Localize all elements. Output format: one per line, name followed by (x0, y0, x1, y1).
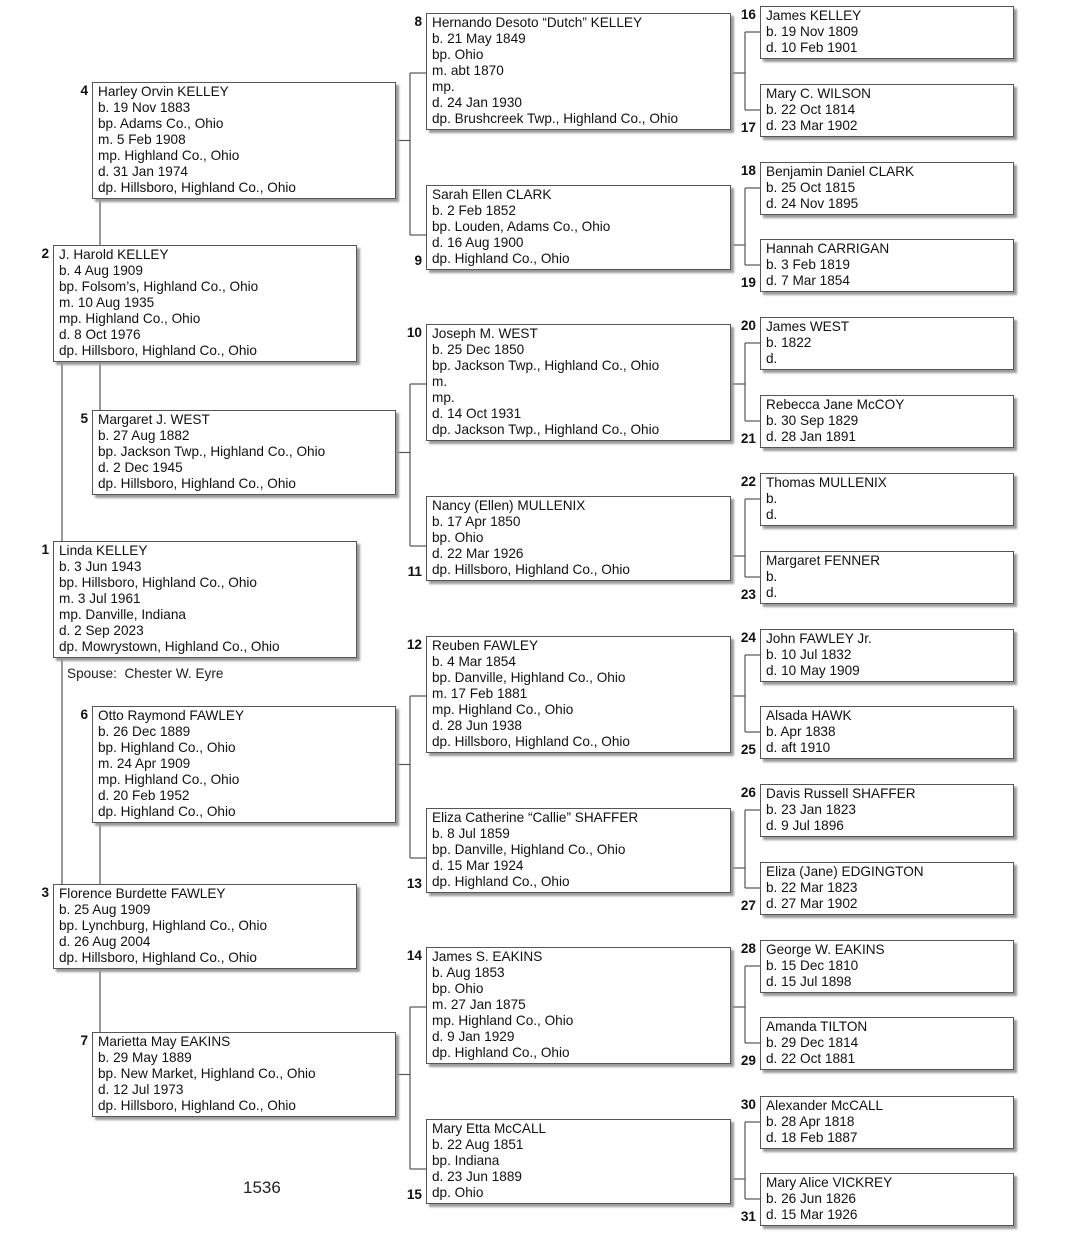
person-name: Rebecca Jane McCOY (766, 397, 905, 412)
person-box-6 (92, 706, 396, 823)
person-number-16: 16 (740, 7, 756, 22)
person-number-26: 26 (740, 785, 756, 800)
person-detail: b. Apr 1838 (766, 724, 836, 739)
person-detail: b. 29 May 1889 (98, 1050, 192, 1065)
person-box-3 (53, 884, 357, 969)
person-detail: bp. Adams Co., Ohio (98, 116, 224, 131)
person-number-23: 23 (740, 587, 756, 602)
person-number-9: 9 (414, 253, 422, 268)
person-name: Otto Raymond FAWLEY (98, 708, 245, 723)
spouse-name: Chester W. Eyre (124, 666, 224, 681)
person-detail: dp. Ohio (432, 1185, 484, 1200)
person-number-18: 18 (740, 163, 756, 178)
person-detail: d. 14 Oct 1931 (432, 406, 522, 421)
person-detail: b. (766, 569, 778, 584)
person-detail: dp. Highland Co., Ohio (432, 251, 570, 266)
person-detail: mp. Highland Co., Ohio (432, 702, 574, 717)
person-box-2 (53, 245, 357, 362)
person-detail: b. 30 Sep 1829 (766, 413, 859, 428)
person-detail: b. 29 Dec 1814 (766, 1035, 859, 1050)
person-box-9 (426, 185, 731, 270)
person-detail: m. 5 Feb 1908 (98, 132, 186, 147)
person-detail: mp. Highland Co., Ohio (432, 1013, 574, 1028)
person-detail: m. 27 Jan 1875 (432, 997, 526, 1012)
person-box-20 (760, 317, 1014, 370)
person-name: Mary C. WILSON (766, 86, 871, 101)
person-name: Marietta May EAKINS (98, 1034, 231, 1049)
person-box-11 (426, 496, 731, 581)
person-detail: bp. Louden, Adams Co., Ohio (432, 219, 611, 234)
person-detail: d. 22 Oct 1881 (766, 1051, 856, 1066)
person-detail: bp. Ohio (432, 530, 484, 545)
person-detail: d. 15 Mar 1924 (432, 858, 524, 873)
person-number-27: 27 (740, 898, 756, 913)
person-box-19 (760, 239, 1014, 292)
person-detail: d. 8 Oct 1976 (59, 327, 141, 342)
person-detail: b. Aug 1853 (432, 965, 505, 980)
person-detail: d. 15 Jul 1898 (766, 974, 852, 989)
person-detail: bp. Ohio (432, 47, 484, 62)
person-detail: b. 25 Oct 1815 (766, 180, 856, 195)
person-detail: b. 4 Aug 1909 (59, 263, 143, 278)
person-name: Mary Etta McCALL (432, 1121, 547, 1136)
person-detail: d. 23 Jun 1889 (432, 1169, 522, 1184)
person-box-8 (426, 13, 731, 130)
person-name: Davis Russell SHAFFER (766, 786, 916, 801)
person-box-10 (426, 324, 731, 441)
person-detail: d. 15 Mar 1926 (766, 1207, 858, 1222)
person-detail: bp. Danville, Highland Co., Ohio (432, 842, 626, 857)
person-detail: b. 22 Mar 1823 (766, 880, 858, 895)
person-detail: d. 28 Jan 1891 (766, 429, 856, 444)
person-detail: b. 26 Jun 1826 (766, 1191, 856, 1206)
person-number-21: 21 (740, 431, 756, 446)
person-detail: dp. Brushcreek Twp., Highland Co., Ohio (432, 111, 679, 126)
person-detail: bp. Jackson Twp., Highland Co., Ohio (432, 358, 660, 373)
person-name: Benjamin Daniel CLARK (766, 164, 915, 179)
person-detail: mp. Highland Co., Ohio (59, 311, 201, 326)
person-detail: b. 21 May 1849 (432, 31, 526, 46)
person-detail: bp. Indiana (432, 1153, 500, 1168)
person-number-3: 3 (41, 885, 49, 900)
person-number-1: 1 (41, 542, 49, 557)
person-detail: b. 8 Jul 1859 (432, 826, 510, 841)
person-detail: bp. Jackson Twp., Highland Co., Ohio (98, 444, 326, 459)
person-number-8: 8 (414, 14, 422, 29)
person-detail: dp. Hillsboro, Highland Co., Ohio (98, 1098, 296, 1113)
person-detail: d. 22 Mar 1926 (432, 546, 524, 561)
person-detail: dp. Highland Co., Ohio (98, 804, 236, 819)
person-detail: dp. Hillsboro, Highland Co., Ohio (59, 950, 257, 965)
spouse-line (67, 666, 223, 681)
person-number-30: 30 (740, 1097, 756, 1112)
person-name: Margaret J. WEST (98, 412, 210, 427)
person-detail: b. 10 Jul 1832 (766, 647, 852, 662)
person-box-23 (760, 551, 1014, 604)
person-box-18 (760, 162, 1014, 215)
person-box-17 (760, 84, 1014, 137)
person-number-14: 14 (406, 948, 422, 963)
person-detail: b. 17 Apr 1850 (432, 514, 521, 529)
person-number-13: 13 (406, 876, 422, 891)
person-number-17: 17 (740, 120, 756, 135)
person-detail: d. 2 Sep 2023 (59, 623, 144, 638)
person-detail: d. 24 Jan 1930 (432, 95, 522, 110)
person-name: Nancy (Ellen) MULLENIX (432, 498, 586, 513)
person-number-7: 7 (80, 1033, 88, 1048)
person-box-1 (53, 541, 357, 658)
person-detail: bp. Danville, Highland Co., Ohio (432, 670, 626, 685)
person-name: Eliza (Jane) EDGINGTON (766, 864, 924, 879)
person-number-15: 15 (406, 1187, 422, 1202)
person-detail: bp. Folsom’s, Highland Co., Ohio (59, 279, 259, 294)
person-detail: d. 31 Jan 1974 (98, 164, 188, 179)
person-detail: b. 23 Jan 1823 (766, 802, 856, 817)
person-detail: dp. Hillsboro, Highland Co., Ohio (432, 562, 630, 577)
person-name: J. Harold KELLEY (59, 247, 169, 262)
person-box-13 (426, 808, 731, 893)
person-number-19: 19 (740, 275, 756, 290)
person-number-24: 24 (740, 630, 756, 645)
person-box-27 (760, 862, 1014, 915)
person-detail: dp. Hillsboro, Highland Co., Ohio (432, 734, 630, 749)
person-detail: d. 9 Jul 1896 (766, 818, 844, 833)
person-detail: d. 16 Aug 1900 (432, 235, 524, 250)
person-detail: dp. Hillsboro, Highland Co., Ohio (98, 476, 296, 491)
person-detail: dp. Mowrystown, Highland Co., Ohio (59, 639, 280, 654)
person-box-31 (760, 1173, 1014, 1226)
person-detail: d. 2 Dec 1945 (98, 460, 183, 475)
person-name: Harley Orvin KELLEY (98, 84, 229, 99)
person-number-4: 4 (80, 83, 88, 98)
person-box-25 (760, 706, 1014, 759)
person-box-30 (760, 1096, 1014, 1149)
person-name: Hernando Desoto “Dutch” KELLEY (432, 15, 643, 30)
person-detail: b. 4 Mar 1854 (432, 654, 516, 669)
person-detail: d. 12 Jul 1973 (98, 1082, 184, 1097)
person-number-25: 25 (740, 742, 756, 757)
person-box-22 (760, 473, 1014, 526)
person-detail: d. 23 Mar 1902 (766, 118, 858, 133)
person-box-16 (760, 6, 1014, 59)
person-name: Sarah Ellen CLARK (432, 187, 552, 202)
person-detail: d. 10 May 1909 (766, 663, 860, 678)
person-name: Alsada HAWK (766, 708, 852, 723)
person-detail: mp. Highland Co., Ohio (98, 772, 240, 787)
person-box-21 (760, 395, 1014, 448)
person-name: Reuben FAWLEY (432, 638, 539, 653)
person-detail: d. 24 Nov 1895 (766, 196, 859, 211)
person-detail: d. 7 Mar 1854 (766, 273, 850, 288)
person-detail: b. 3 Jun 1943 (59, 559, 142, 574)
person-detail: mp. Danville, Indiana (59, 607, 186, 622)
person-box-24 (760, 629, 1014, 682)
person-detail: d. 26 Aug 2004 (59, 934, 151, 949)
person-box-26 (760, 784, 1014, 837)
person-name: Amanda TILTON (766, 1019, 868, 1034)
person-detail: b. 27 Aug 1882 (98, 428, 190, 443)
person-detail: b. 28 Apr 1818 (766, 1114, 855, 1129)
person-detail: bp. Highland Co., Ohio (98, 740, 236, 755)
person-detail: dp. Hillsboro, Highland Co., Ohio (59, 343, 257, 358)
person-box-28 (760, 940, 1014, 993)
person-name: Mary Alice VICKREY (766, 1175, 893, 1190)
person-detail: b. 26 Dec 1889 (98, 724, 191, 739)
person-name: Alexander McCALL (766, 1098, 884, 1113)
person-box-12 (426, 636, 731, 753)
person-name: James KELLEY (766, 8, 862, 23)
person-number-28: 28 (740, 941, 756, 956)
person-detail: d. 18 Feb 1887 (766, 1130, 858, 1145)
person-detail: d. (766, 351, 778, 366)
person-detail: d. 10 Feb 1901 (766, 40, 858, 55)
spouse-label: Spouse: (67, 666, 117, 681)
person-detail: mp. Highland Co., Ohio (98, 148, 240, 163)
person-number-31: 31 (740, 1209, 756, 1224)
person-detail: d. (766, 507, 778, 522)
page-number: 1536 (243, 1178, 281, 1197)
person-box-5 (92, 410, 396, 495)
person-detail: m. 24 Apr 1909 (98, 756, 191, 771)
person-detail: m. (432, 374, 448, 389)
person-detail: b. 15 Dec 1810 (766, 958, 859, 973)
person-number-2: 2 (41, 246, 49, 261)
person-name: Linda KELLEY (59, 543, 148, 558)
person-detail: d. 28 Jun 1938 (432, 718, 522, 733)
person-detail: bp. Ohio (432, 981, 484, 996)
person-box-14 (426, 947, 731, 1064)
person-number-20: 20 (740, 318, 756, 333)
person-number-10: 10 (406, 325, 422, 340)
person-detail: b. 3 Feb 1819 (766, 257, 850, 272)
person-number-12: 12 (406, 637, 422, 652)
person-name: Hannah CARRIGAN (766, 241, 890, 256)
person-detail: d. 9 Jan 1929 (432, 1029, 515, 1044)
person-name: James S. EAKINS (432, 949, 543, 964)
person-detail: mp. (432, 390, 455, 405)
person-box-4 (92, 82, 396, 199)
person-name: John FAWLEY Jr. (766, 631, 872, 646)
person-number-11: 11 (407, 564, 422, 579)
person-detail: b. (766, 491, 778, 506)
person-box-7 (92, 1032, 396, 1117)
person-name: George W. EAKINS (766, 942, 885, 957)
person-detail: b. 22 Oct 1814 (766, 102, 856, 117)
person-detail: b. 19 Nov 1883 (98, 100, 191, 115)
person-detail: dp. Hillsboro, Highland Co., Ohio (98, 180, 296, 195)
person-detail: mp. (432, 79, 455, 94)
person-detail: dp. Highland Co., Ohio (432, 874, 570, 889)
person-name: Thomas MULLENIX (766, 475, 887, 490)
person-detail: b. 25 Aug 1909 (59, 902, 151, 917)
person-name: Margaret FENNER (766, 553, 881, 568)
person-detail: m. abt 1870 (432, 63, 504, 78)
person-number-22: 22 (740, 474, 756, 489)
person-detail: m. 3 Jul 1961 (59, 591, 141, 606)
person-detail: b. 25 Dec 1850 (432, 342, 525, 357)
person-detail: b. 19 Nov 1809 (766, 24, 859, 39)
person-detail: bp. New Market, Highland Co., Ohio (98, 1066, 316, 1081)
person-detail: bp. Hillsboro, Highland Co., Ohio (59, 575, 257, 590)
person-number-29: 29 (740, 1053, 756, 1068)
person-detail: bp. Lynchburg, Highland Co., Ohio (59, 918, 268, 933)
person-detail: b. 1822 (766, 335, 812, 350)
person-detail: dp. Highland Co., Ohio (432, 1045, 570, 1060)
person-detail: m. 10 Aug 1935 (59, 295, 155, 310)
person-detail: d. 20 Feb 1952 (98, 788, 190, 803)
person-box-15 (426, 1119, 731, 1204)
person-name: Joseph M. WEST (432, 326, 538, 341)
person-detail: d. (766, 585, 778, 600)
person-detail: d. aft 1910 (766, 740, 831, 755)
person-detail: b. 22 Aug 1851 (432, 1137, 524, 1152)
person-number-5: 5 (80, 411, 88, 426)
person-name: James WEST (766, 319, 850, 334)
person-name: Florence Burdette FAWLEY (59, 886, 226, 901)
person-detail: m. 17 Feb 1881 (432, 686, 528, 701)
person-box-29 (760, 1017, 1014, 1070)
person-name: Eliza Catherine “Callie” SHAFFER (432, 810, 639, 825)
person-detail: dp. Jackson Twp., Highland Co., Ohio (432, 422, 660, 437)
person-number-6: 6 (80, 707, 88, 722)
person-detail: b. 2 Feb 1852 (432, 203, 516, 218)
person-detail: d. 27 Mar 1902 (766, 896, 858, 911)
